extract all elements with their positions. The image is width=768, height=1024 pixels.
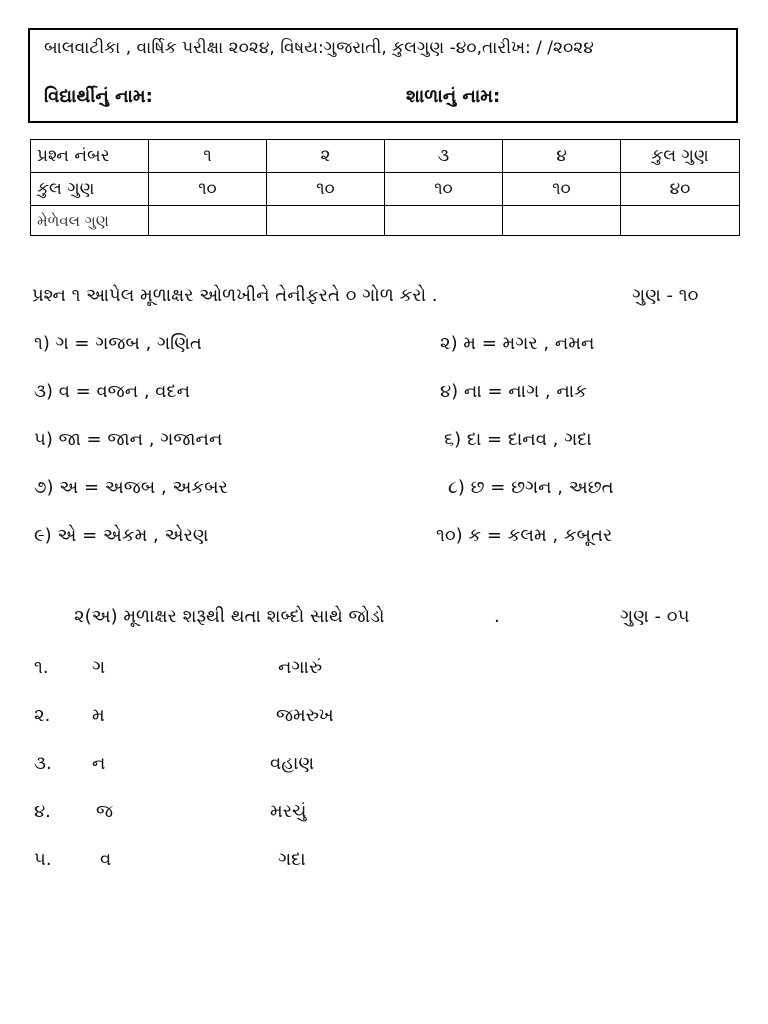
match-row-word[interactable]: ગદા	[278, 849, 306, 870]
match-row-word[interactable]: વહાણ	[270, 753, 315, 774]
table-cell-empty[interactable]	[503, 206, 621, 236]
question1-item: ૮) છ = છગન , અછત	[448, 477, 614, 498]
match-row-word[interactable]: નગારું	[278, 657, 323, 678]
question1-item: ૪) ના = નાગ , નાક	[440, 381, 587, 402]
match-row-number: ૪.	[34, 801, 51, 822]
match-row-letter[interactable]: જ	[96, 801, 114, 822]
table-row-total-marks	[31, 173, 740, 206]
table-cell: કુલ ગુણ	[621, 140, 740, 173]
question2-marks: ગુણ - ૦૫	[620, 606, 690, 627]
table-cell-empty[interactable]	[621, 206, 740, 236]
table-cell: મેળેવલ ગુણ	[31, 206, 149, 236]
student-name-label: વિદ્યાર્થીનું નામ:	[44, 86, 153, 107]
marks-table	[30, 139, 740, 236]
table-row-question-number	[31, 140, 740, 173]
exam-header-box	[28, 28, 738, 123]
question1-item: ૨) મ = મગર , નમન	[440, 333, 595, 354]
table-cell: પ્રશ્ન નંબર	[31, 140, 149, 173]
match-row-letter[interactable]: મ	[92, 705, 105, 726]
question1-item: ૫) જા = જાન , ગજાનન	[34, 429, 223, 450]
question1-heading: પ્રશ્ન ૧ આપેલ મૂળાક્ષર ઓળખીને તેનીફરતે ૦ ગોળ કરો .	[32, 285, 438, 306]
match-row-number: ૫.	[34, 849, 52, 870]
match-row-letter[interactable]: ગ	[92, 657, 106, 678]
match-row-number: ૩.	[34, 753, 52, 774]
table-row-obtained-marks	[31, 206, 740, 236]
table-cell: ૨	[267, 140, 385, 173]
table-cell: કુલ ગુણ	[31, 173, 149, 206]
match-row-letter[interactable]: વ	[100, 849, 112, 870]
table-cell: ૧૦	[503, 173, 621, 206]
question1-item: ૧) ગ = ગજબ , ગણિત	[34, 333, 202, 354]
table-cell-empty[interactable]	[267, 206, 385, 236]
question2-heading: ૨(અ) મૂળાક્ષર શરૂથી થતા શબ્દો સાથે જોડો	[74, 606, 385, 627]
question1-item: ૩) વ = વજન , વદન	[34, 381, 190, 402]
table-cell: ૪	[503, 140, 621, 173]
question1-item: ૬) દા = દાનવ , ગદા	[444, 429, 592, 450]
table-cell: ૩	[385, 140, 503, 173]
question2-dot: .	[494, 606, 500, 627]
table-cell: ૧	[149, 140, 267, 173]
match-row-number: ૧.	[34, 657, 49, 678]
table-cell-empty[interactable]	[149, 206, 267, 236]
exam-title: બાલવાટીકા , વાર્ષિક પરીક્ષા ૨૦૨૪, વિષય:ગુજરાતી, કુલગુણ -૪૦,તારીખ: / /૨૦૨૪	[44, 38, 594, 58]
school-name-label: શાળાનું નામ:	[406, 86, 501, 107]
match-row-word[interactable]: મરચું	[270, 801, 307, 822]
table-cell: ૪૦	[621, 173, 740, 206]
match-row-word[interactable]: જમરુખ	[276, 705, 334, 726]
question1-item: ૧૦) ક = કલમ , કબૂતર	[436, 525, 613, 546]
match-row-letter[interactable]: ન	[92, 753, 106, 774]
table-cell: ૧૦	[267, 173, 385, 206]
question1-marks: ગુણ - ૧૦	[632, 285, 699, 306]
question1-item: ૭) અ = અજબ , અકબર	[34, 477, 228, 498]
table-cell: ૧૦	[385, 173, 503, 206]
match-row-number: ૨.	[34, 705, 51, 726]
table-cell: ૧૦	[149, 173, 267, 206]
table-cell-empty[interactable]	[385, 206, 503, 236]
question1-item: ૯) એ = એકમ , એરણ	[34, 525, 209, 546]
